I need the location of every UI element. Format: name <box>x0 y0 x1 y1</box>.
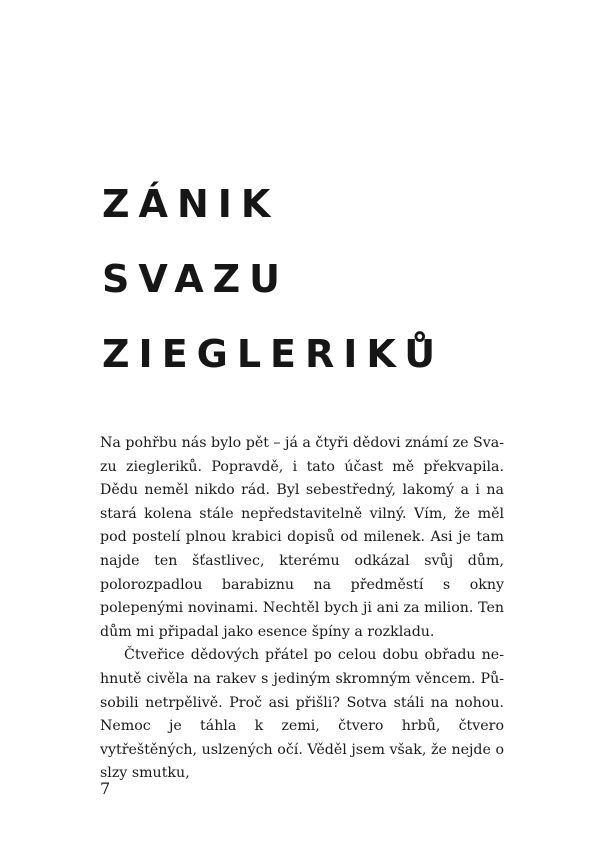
body-text <box>100 432 504 786</box>
chapter-title-line-1: ZÁNIK <box>102 182 280 226</box>
chapter-title-line-3: ZIEGLERIKŮ <box>102 332 445 376</box>
page-number: 7 <box>100 779 111 798</box>
chapter-title <box>102 178 444 403</box>
paragraph-1: Na pohřbu nás bylo pět – já a čtyři dědovi známí ze Svazu ziegleriků. Popravdě, i tato účast mě překvapila. Dědu neměl nikdo rád. Byl sebestředný, lakomý a i na stará kolena stále nepředstavitelně vilný. Vím, že měl pod postelí plnou krabici dopisů od milenek. Asi je tam najde ten šťastlivec, kterému odkázal svůj dům, polorozpadlou barabiznu na předměstí s okny polepenými novinami. Nechtěl bych ji ani za milion. Ten dům mi připadal jako esence špíny a rozkladu. <box>100 435 504 640</box>
chapter-title-line-2: SVAZU <box>102 257 290 301</box>
paragraph-2: Čtveřice dědových přátel po celou dobu obřadu nehnutě civěla na rakev s jediným skromným věncem. Působili netrpělivě. Proč asi přišli? Sotva stáli na nohou. Nemoc je táhla k zemi, čtvero hrbů, čtvero vytřeštěných, uslzených očí. Věděl jsem však, že nejde o slzy smutku, <box>100 647 504 782</box>
